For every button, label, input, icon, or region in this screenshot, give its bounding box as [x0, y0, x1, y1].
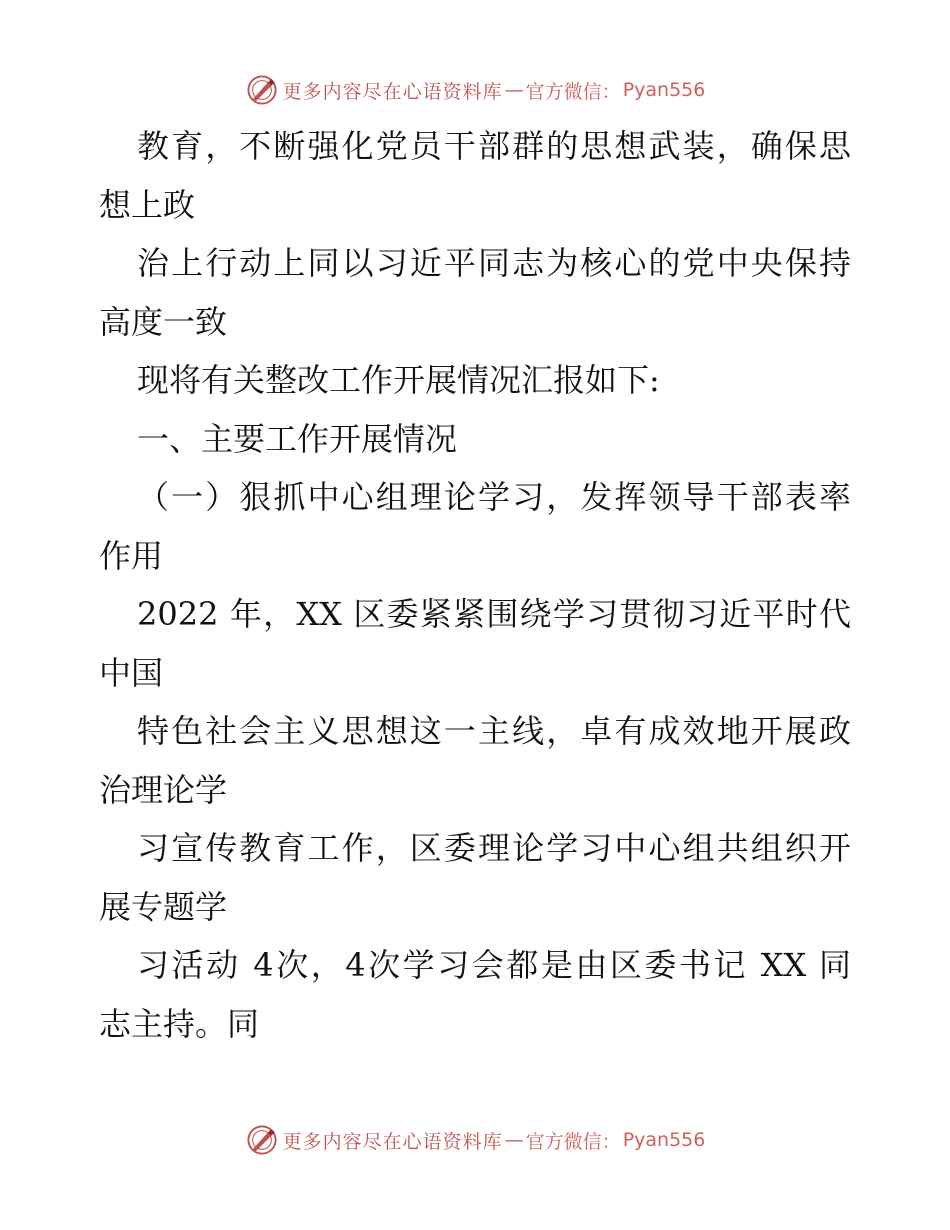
- document-body: [99, 117, 851, 1053]
- watermark-main-text: 更多内容尽在心语资料库: [282, 80, 503, 103]
- paragraph-line: 教育，不断强化党员干部群的思想武装，确保思: [137, 127, 851, 165]
- watermark-main-text: 更多内容尽在心语资料库: [282, 1130, 503, 1153]
- paragraph-line: 治理论学: [99, 770, 228, 809]
- paragraph-line: 高度一致: [99, 302, 228, 341]
- paragraph-line: 2022 年，XX 区委紧紧围绕学习贯彻习近平时代: [137, 595, 851, 633]
- paragraph-line: 现将有关整改工作开展情况汇报如下:: [137, 361, 660, 399]
- watermark-contact-label: 官方微信：: [525, 1130, 621, 1153]
- paragraph-line: 习宣传教育工作，区委理论学习中心组共组织开: [137, 829, 851, 867]
- paragraph-line: 中国: [99, 653, 164, 692]
- paragraph-line: 想上政: [99, 185, 196, 224]
- section-heading: 一、主要工作开展情况: [137, 419, 458, 458]
- pen-logo-icon: [245, 73, 279, 107]
- watermark-contact-label: 官方微信：: [525, 80, 621, 103]
- watermark-wechat-id: Pyan556: [622, 1129, 706, 1151]
- watermark-dash: —: [504, 1129, 524, 1151]
- watermark-dash: —: [504, 79, 524, 101]
- watermark-banner-bottom: [0, 1120, 950, 1160]
- paragraph-line: 志主持。同: [99, 1004, 260, 1043]
- paragraph-line: 习活动 4次，4次学习会都是由区委书记 XX 同: [137, 946, 851, 984]
- subsection-heading: （一）狠抓中心组理论学习，发挥领导干部表率: [137, 478, 851, 516]
- pen-logo-icon: [245, 1123, 279, 1157]
- paragraph-line: 作用: [99, 536, 164, 575]
- watermark-banner-top: [0, 70, 950, 110]
- paragraph-line: 治上行动上同以习近平同志为核心的党中央保持: [137, 244, 851, 282]
- paragraph-line: 特色社会主义思想这一主线，卓有成效地开展政: [137, 712, 851, 750]
- paragraph-line: 展专题学: [99, 887, 228, 926]
- watermark-wechat-id: Pyan556: [622, 79, 706, 101]
